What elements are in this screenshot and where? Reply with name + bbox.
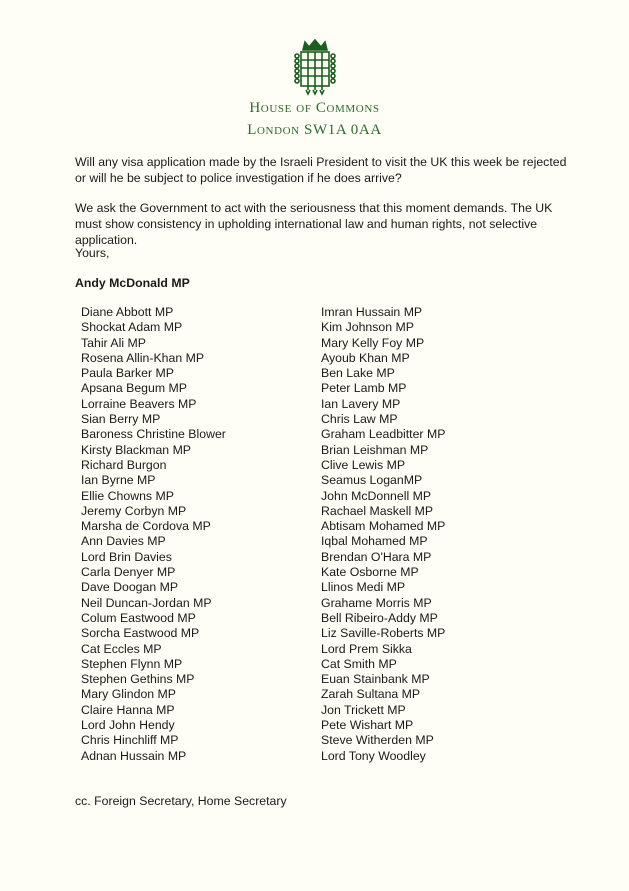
signatory: Chris Law MP	[321, 412, 398, 427]
signatory: Ben Lake MP	[321, 366, 395, 381]
signatory: Stephen Gethins MP	[81, 672, 195, 687]
paragraph-request: We ask the Government to act with the seriousness that this moment demands. The UK must show consistency in upholding international law and human rights, not selective application.	[75, 201, 553, 247]
signatory: Apsana Begum MP	[81, 381, 187, 396]
signatory: Dave Doogan MP	[81, 580, 179, 595]
signatory: Iqbal Mohamed MP	[321, 534, 428, 549]
sign-off: Yours,	[75, 246, 110, 260]
signatory-list-right	[321, 305, 445, 764]
signatory: Clive Lewis MP	[321, 457, 406, 472]
signatory: Colum Eastwood MP	[81, 610, 196, 625]
signatory: Ian Byrne MP	[81, 473, 156, 488]
signatory: Stephen Flynn MP	[81, 656, 183, 671]
paragraph-question: Will any visa application made by the Israeli President to visit the UK this week be rejected or will he be subject to police investigation if he does arrive?	[75, 155, 567, 185]
signatory: Mary Glindon MP	[81, 687, 176, 702]
house-name: House of Commons	[249, 100, 380, 116]
signatory: Zarah Sultana MP	[321, 687, 421, 702]
signatory: Lord Tony Woodley	[321, 748, 426, 763]
signatory: Mary Kelly Foy MP	[321, 335, 425, 350]
signatory: Abtisam Mohamed MP	[321, 519, 446, 534]
signatory: Paula Barker MP	[81, 366, 174, 381]
signatory: Adnan Hussain MP	[81, 748, 187, 763]
signatory: Richard Burgon	[81, 457, 167, 472]
signatory: Kate Osborne MP	[321, 565, 419, 580]
signatory: Bell Ribeiro-Addy MP	[321, 610, 438, 625]
signatory: Jeremy Corbyn MP	[81, 503, 187, 518]
signatory: Tahir Ali MP	[81, 335, 146, 350]
signatory: Claire Hanna MP	[81, 702, 175, 717]
signatory: Ellie Chowns MP	[81, 488, 174, 503]
signatory: Euan Stainbank MP	[321, 672, 430, 687]
signatory: Diane Abbott MP	[81, 305, 174, 319]
signatory: Shockat Adam MP	[81, 320, 183, 335]
signatory: Llinos Medi MP	[321, 580, 406, 595]
signatory: Pete Wishart MP	[321, 718, 414, 733]
signatory: Ann Davies MP	[81, 534, 166, 549]
signatory: Cat Eccles MP	[81, 641, 162, 656]
signatory: Lord Prem Sikka	[321, 641, 412, 656]
signatory: Jon Trickett MP	[321, 702, 406, 717]
signatory: Seamus LoganMP	[321, 473, 423, 488]
signatory: Marsha de Cordova MP	[81, 519, 211, 534]
signatory: Grahame Morris MP	[321, 595, 432, 610]
signatory: Carla Denyer MP	[81, 565, 176, 580]
signatory: Kim Johnson MP	[321, 320, 414, 335]
signatory: Liz Saville-Roberts MP	[321, 626, 446, 641]
signatory: Lorraine Beavers MP	[81, 396, 197, 411]
signatory: Lord Brin Davies	[81, 549, 172, 564]
signatory: Sorcha Eastwood MP	[81, 626, 200, 641]
house-address: London SW1A 0AA	[247, 122, 382, 138]
signatory: Steve Witherden MP	[321, 733, 434, 748]
signatory: Brian Leishman MP	[321, 442, 429, 457]
signatory: Ian Lavery MP	[321, 396, 401, 411]
signatory: Imran Hussain MP	[321, 305, 423, 319]
signatory: Peter Lamb MP	[321, 381, 407, 396]
signatory: Lord John Hendy	[81, 718, 175, 733]
signatory: Kirsty Blackman MP	[81, 442, 192, 457]
signatory: Sian Berry MP	[81, 412, 161, 427]
signatory: Neil Duncan-Jordan MP	[81, 595, 212, 610]
signatory: Ayoub Khan MP	[321, 350, 410, 365]
signatory: Rosena Allin-Khan MP	[81, 350, 205, 365]
signatory: Baroness Christine Blower	[81, 427, 226, 442]
cc-line: cc. Foreign Secretary, Home Secretary	[75, 794, 287, 808]
signatory: Cat Smith MP	[321, 656, 397, 671]
signatory-list-left	[81, 305, 226, 764]
portcullis-crest-icon	[290, 38, 340, 96]
lead-signatory: Andy McDonald MP	[75, 276, 190, 290]
signatory: Brendan O'Hara MP	[321, 549, 432, 564]
signatory: John McDonnell MP	[321, 488, 432, 503]
signatory: Chris Hinchliff MP	[81, 733, 179, 748]
signatory: Graham Leadbitter MP	[321, 427, 446, 442]
signatory: Rachael Maskell MP	[321, 503, 434, 518]
